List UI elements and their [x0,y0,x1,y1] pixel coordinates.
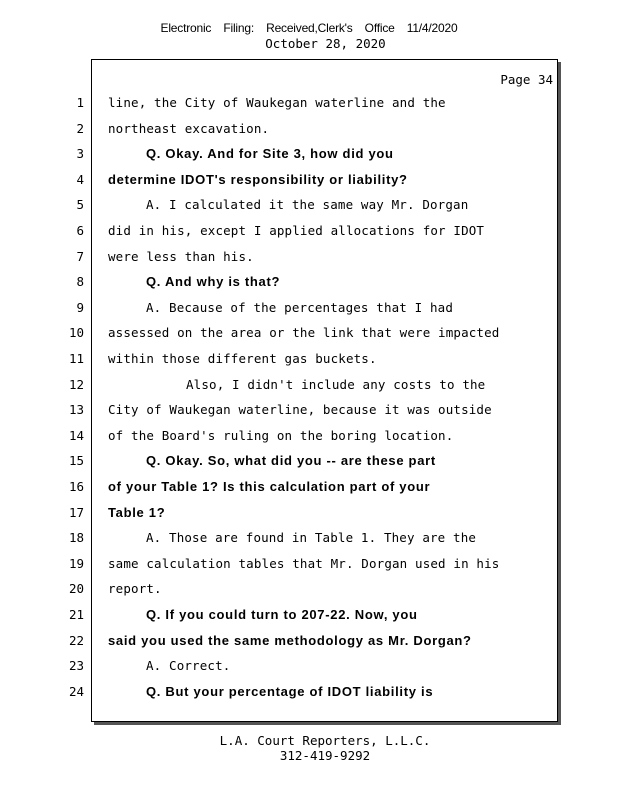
line-text: same calculation tables that Mr. Dorgan used in his [108,555,500,571]
question-text: Q. Okay. So, what did you -- are these part [146,453,436,469]
line-text: within those different gas buckets. [108,351,377,366]
line-number: 19 [68,555,84,571]
line-number: 8 [76,274,84,290]
line-number: 7 [76,248,84,264]
line-text: of the Board's ruling on the boring location. [108,427,454,443]
line-text: assessed on the area or the link that were impacted [108,325,500,341]
line-number: 12 [68,376,84,392]
line-text: did in his, except I applied allocations for IDOT [108,223,485,238]
question-text: Q. And why is that? [146,274,281,290]
line-number: 20 [68,581,84,597]
line-number: 2 [76,120,84,136]
question-text: Q. But your percentage of IDOT liability is [146,683,434,699]
line-text: A. Correct. [146,658,231,674]
line-number: 24 [68,683,84,699]
line-text: line, the City of Waukegan waterline and the [108,95,446,110]
reporter-company: L.A. Court Reporters, L.L.C. [219,733,431,748]
reporter-phone: 312-419-9292 [279,748,371,763]
question-text: Table 1? [108,504,166,520]
line-number: 22 [68,632,84,648]
line-number: 13 [68,402,84,418]
question-text: of your Table 1? Is this calculation part of your [108,479,431,494]
page-number: Page 34 [500,72,553,87]
line-text: were less than his. [108,248,254,264]
line-number: 15 [68,453,84,469]
line-number: 14 [68,427,84,443]
question-text: Q. Okay. And for Site 3, how did you [146,146,394,162]
transcript-date: October 28, 2020 [265,36,386,51]
line-number: 16 [68,479,84,494]
line-text: A. Because of the percentages that I had [146,299,454,315]
footer [0,733,618,763]
line-text: A. I calculated it the same way Mr. Dorgan [146,197,469,213]
line-text: Also, I didn't include any costs to the [186,376,486,392]
line-number: 11 [68,351,84,366]
line-number: 9 [76,299,84,315]
question-text: determine IDOT's responsibility or liability? [108,171,408,187]
line-number: 5 [76,197,84,213]
line-number: 21 [68,607,84,622]
line-text: report. [108,581,162,597]
line-number: 6 [76,223,84,238]
line-number: 23 [68,658,84,674]
line-text: northeast excavation. [108,120,270,136]
line-number: 4 [76,171,84,187]
line-number: 17 [68,504,84,520]
filing-stamp: Electronic Filing: Received,Clerk's Office 11/4/2020 [160,21,458,35]
line-number: 10 [68,325,84,341]
line-number: 18 [68,530,84,546]
line-text: City of Waukegan waterline, because it was outside [108,402,492,418]
line-text: A. Those are found in Table 1. They are the [146,530,477,546]
line-number: 1 [76,95,84,110]
question-text: said you used the same methodology as Mr. Dorgan? [108,632,472,648]
question-text: Q. If you could turn to 207-22. Now, you [146,607,418,622]
line-number: 3 [76,146,84,162]
